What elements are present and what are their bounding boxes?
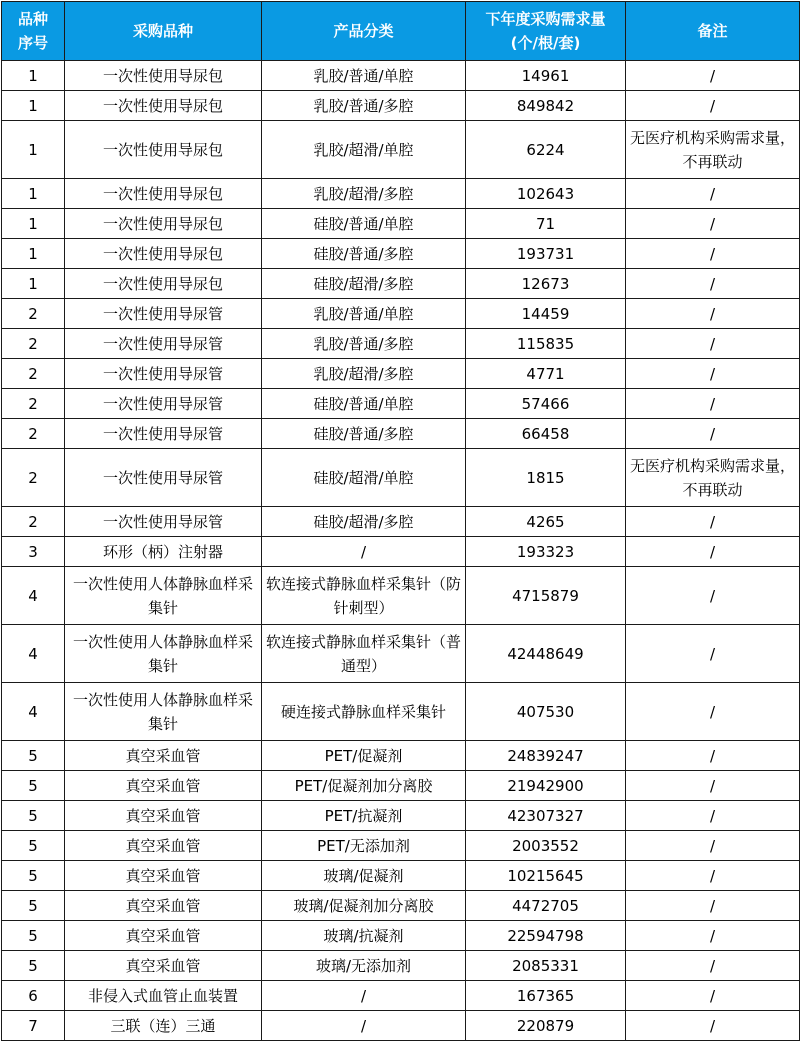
cell-note: / (626, 239, 800, 269)
cell-item-no: 5 (2, 951, 65, 981)
cell-item-no: 2 (2, 359, 65, 389)
cell-item-name: 三联（连）三通 (65, 1011, 262, 1041)
cell-quantity: 42448649 (466, 625, 626, 683)
cell-item-name: 一次性使用导尿包 (65, 121, 262, 179)
header-note: 备注 (626, 2, 800, 61)
cell-item-name: 一次性使用人体静脉血样采集针 (65, 683, 262, 741)
cell-item-name: 一次性使用导尿包 (65, 209, 262, 239)
cell-category: 软连接式静脉血样采集针（普通型） (262, 625, 466, 683)
cell-category: 玻璃/无添加剂 (262, 951, 466, 981)
table-row (2, 683, 800, 741)
cell-item-no: 5 (2, 771, 65, 801)
header-row (2, 2, 800, 61)
cell-note: / (626, 91, 800, 121)
cell-quantity: 193731 (466, 239, 626, 269)
cell-item-no: 4 (2, 625, 65, 683)
cell-item-name: 一次性使用导尿管 (65, 449, 262, 507)
cell-category: 乳胶/普通/单腔 (262, 299, 466, 329)
cell-item-name: 真空采血管 (65, 921, 262, 951)
cell-category: 乳胶/普通/多腔 (262, 329, 466, 359)
cell-item-name: 一次性使用导尿管 (65, 389, 262, 419)
cell-note: / (626, 61, 800, 91)
cell-quantity: 57466 (466, 389, 626, 419)
table-row (2, 449, 800, 507)
table-row (2, 179, 800, 209)
cell-quantity: 4771 (466, 359, 626, 389)
cell-category: / (262, 1011, 466, 1041)
table-row (2, 209, 800, 239)
table-row (2, 861, 800, 891)
cell-category: PET/促凝剂 (262, 741, 466, 771)
cell-quantity: 220879 (466, 1011, 626, 1041)
cell-item-no: 1 (2, 269, 65, 299)
cell-note: / (626, 861, 800, 891)
cell-item-no: 4 (2, 683, 65, 741)
cell-item-name: 一次性使用导尿包 (65, 179, 262, 209)
cell-item-name: 环形（柄）注射器 (65, 537, 262, 567)
cell-category: 玻璃/促凝剂加分离胶 (262, 891, 466, 921)
cell-quantity: 102643 (466, 179, 626, 209)
table-row (2, 771, 800, 801)
cell-note: / (626, 269, 800, 299)
cell-quantity: 167365 (466, 981, 626, 1011)
cell-note: / (626, 179, 800, 209)
cell-item-no: 2 (2, 449, 65, 507)
cell-note: / (626, 921, 800, 951)
cell-item-no: 5 (2, 891, 65, 921)
cell-category: 软连接式静脉血样采集针（防针刺型） (262, 567, 466, 625)
cell-item-name: 一次性使用导尿包 (65, 61, 262, 91)
table-row (2, 625, 800, 683)
cell-category: 硅胶/普通/多腔 (262, 239, 466, 269)
cell-item-no: 1 (2, 121, 65, 179)
cell-item-no: 5 (2, 861, 65, 891)
table-row (2, 567, 800, 625)
table-body (2, 61, 800, 1041)
cell-item-name: 一次性使用导尿管 (65, 359, 262, 389)
cell-category: PET/抗凝剂 (262, 801, 466, 831)
cell-item-name: 一次性使用人体静脉血样采集针 (65, 567, 262, 625)
cell-note: / (626, 567, 800, 625)
table-row (2, 981, 800, 1011)
cell-quantity: 10215645 (466, 861, 626, 891)
cell-quantity: 849842 (466, 91, 626, 121)
cell-category: 硅胶/超滑/单腔 (262, 449, 466, 507)
cell-item-no: 1 (2, 209, 65, 239)
cell-note: / (626, 625, 800, 683)
cell-item-no: 5 (2, 921, 65, 951)
cell-note: / (626, 741, 800, 771)
cell-note: / (626, 507, 800, 537)
header-quantity: 下年度采购需求量 (个/根/套) (466, 2, 626, 61)
cell-note: / (626, 299, 800, 329)
cell-quantity: 1815 (466, 449, 626, 507)
cell-note: / (626, 537, 800, 567)
table-row (2, 507, 800, 537)
cell-category: / (262, 981, 466, 1011)
table-row (2, 537, 800, 567)
cell-note: / (626, 831, 800, 861)
cell-quantity: 12673 (466, 269, 626, 299)
cell-item-name: 一次性使用人体静脉血样采集针 (65, 625, 262, 683)
cell-item-name: 一次性使用导尿管 (65, 329, 262, 359)
cell-item-no: 2 (2, 299, 65, 329)
cell-category: 玻璃/促凝剂 (262, 861, 466, 891)
table-row (2, 831, 800, 861)
cell-quantity: 407530 (466, 683, 626, 741)
cell-item-no: 2 (2, 329, 65, 359)
cell-note: 无医疗机构采购需求量，不再联动 (626, 121, 800, 179)
cell-item-name: 一次性使用导尿包 (65, 269, 262, 299)
table-header (2, 2, 800, 61)
cell-note: / (626, 329, 800, 359)
cell-quantity: 71 (466, 209, 626, 239)
table-row (2, 329, 800, 359)
cell-item-name: 真空采血管 (65, 741, 262, 771)
cell-category: 硅胶/超滑/多腔 (262, 269, 466, 299)
cell-category: 乳胶/普通/多腔 (262, 91, 466, 121)
table-row (2, 121, 800, 179)
table-row (2, 91, 800, 121)
table-row (2, 801, 800, 831)
cell-quantity: 66458 (466, 419, 626, 449)
table-row (2, 741, 800, 771)
cell-category: / (262, 537, 466, 567)
cell-quantity: 6224 (466, 121, 626, 179)
procurement-table (1, 1, 800, 1041)
cell-category: 硅胶/普通/单腔 (262, 389, 466, 419)
table-row (2, 419, 800, 449)
cell-note: / (626, 209, 800, 239)
table-row (2, 239, 800, 269)
table-row (2, 891, 800, 921)
cell-quantity: 4472705 (466, 891, 626, 921)
cell-note: / (626, 419, 800, 449)
table-row (2, 359, 800, 389)
cell-quantity: 42307327 (466, 801, 626, 831)
cell-note: / (626, 771, 800, 801)
cell-quantity: 4265 (466, 507, 626, 537)
cell-note: 无医疗机构采购需求量，不再联动 (626, 449, 800, 507)
header-item-name: 采购品种 (65, 2, 262, 61)
cell-category: 玻璃/抗凝剂 (262, 921, 466, 951)
cell-category: 乳胶/普通/单腔 (262, 61, 466, 91)
cell-item-name: 真空采血管 (65, 831, 262, 861)
cell-quantity: 2003552 (466, 831, 626, 861)
cell-item-name: 一次性使用导尿管 (65, 507, 262, 537)
cell-category: 硬连接式静脉血样采集针 (262, 683, 466, 741)
cell-item-name: 真空采血管 (65, 861, 262, 891)
cell-item-no: 1 (2, 91, 65, 121)
cell-item-no: 3 (2, 537, 65, 567)
cell-item-name: 真空采血管 (65, 891, 262, 921)
cell-item-no: 5 (2, 801, 65, 831)
cell-item-no: 1 (2, 61, 65, 91)
cell-category: PET/无添加剂 (262, 831, 466, 861)
cell-item-no: 5 (2, 741, 65, 771)
cell-note: / (626, 359, 800, 389)
cell-category: PET/促凝剂加分离胶 (262, 771, 466, 801)
cell-quantity: 14961 (466, 61, 626, 91)
cell-item-name: 一次性使用导尿包 (65, 91, 262, 121)
cell-category: 硅胶/普通/多腔 (262, 419, 466, 449)
cell-item-no: 1 (2, 179, 65, 209)
table-row (2, 299, 800, 329)
cell-item-name: 一次性使用导尿管 (65, 299, 262, 329)
cell-item-name: 一次性使用导尿管 (65, 419, 262, 449)
table-row (2, 921, 800, 951)
cell-note: / (626, 389, 800, 419)
cell-quantity: 2085331 (466, 951, 626, 981)
cell-quantity: 14459 (466, 299, 626, 329)
cell-item-no: 1 (2, 239, 65, 269)
cell-item-name: 一次性使用导尿包 (65, 239, 262, 269)
cell-category: 乳胶/超滑/单腔 (262, 121, 466, 179)
header-category: 产品分类 (262, 2, 466, 61)
cell-quantity: 24839247 (466, 741, 626, 771)
cell-note: / (626, 683, 800, 741)
cell-note: / (626, 951, 800, 981)
cell-item-no: 4 (2, 567, 65, 625)
cell-item-no: 2 (2, 507, 65, 537)
cell-category: 乳胶/超滑/多腔 (262, 359, 466, 389)
table-row (2, 389, 800, 419)
table-row (2, 61, 800, 91)
cell-quantity: 4715879 (466, 567, 626, 625)
cell-item-name: 真空采血管 (65, 801, 262, 831)
cell-note: / (626, 801, 800, 831)
cell-category: 硅胶/超滑/多腔 (262, 507, 466, 537)
cell-item-no: 7 (2, 1011, 65, 1041)
cell-item-no: 6 (2, 981, 65, 1011)
cell-item-no: 2 (2, 389, 65, 419)
cell-note: / (626, 891, 800, 921)
cell-note: / (626, 981, 800, 1011)
cell-note: / (626, 1011, 800, 1041)
cell-item-name: 非侵入式血管止血装置 (65, 981, 262, 1011)
cell-item-no: 5 (2, 831, 65, 861)
cell-item-no: 2 (2, 419, 65, 449)
table-row (2, 951, 800, 981)
cell-item-name: 真空采血管 (65, 771, 262, 801)
cell-quantity: 193323 (466, 537, 626, 567)
header-item-no: 品种 序号 (2, 2, 65, 61)
cell-item-name: 真空采血管 (65, 951, 262, 981)
cell-quantity: 21942900 (466, 771, 626, 801)
cell-quantity: 115835 (466, 329, 626, 359)
cell-quantity: 22594798 (466, 921, 626, 951)
cell-category: 乳胶/超滑/多腔 (262, 179, 466, 209)
table-row (2, 269, 800, 299)
cell-category: 硅胶/普通/单腔 (262, 209, 466, 239)
table-row (2, 1011, 800, 1041)
